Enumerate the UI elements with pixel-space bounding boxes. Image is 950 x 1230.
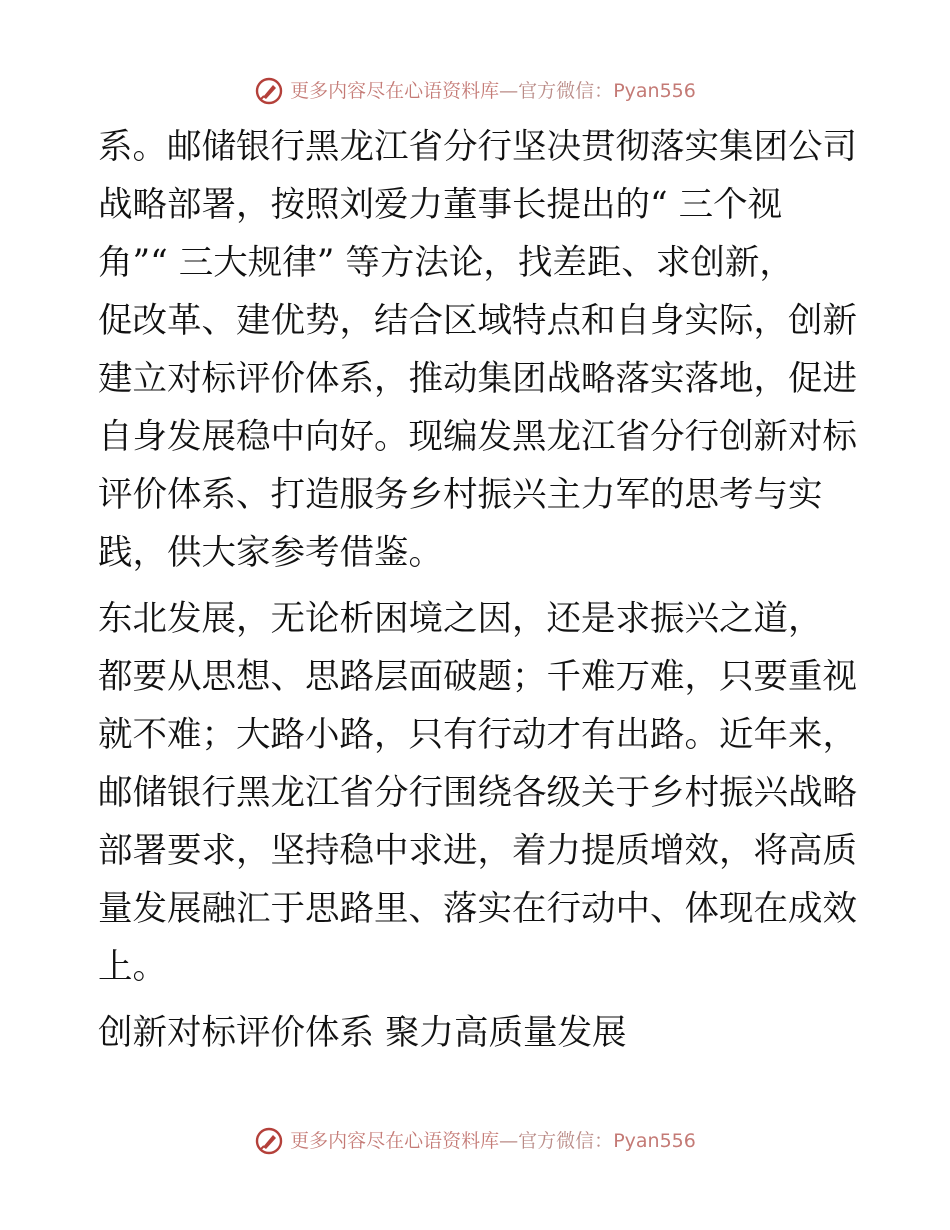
watermark-separator: —官方微信： bbox=[499, 1130, 614, 1152]
text-line: 邮储银行黑龙江省分行围绕各级关于乡村振兴战略 bbox=[98, 773, 857, 813]
text-line: 就不难；大路小路，只有行动才有出路。近年来， bbox=[98, 715, 857, 755]
pen-nib-seal-icon bbox=[254, 76, 284, 106]
paragraph-gap bbox=[98, 996, 858, 1004]
text-line: 上。 bbox=[98, 947, 167, 987]
watermark-wechat-id: Pyan556 bbox=[613, 80, 696, 102]
text-line: 评价体系、打造服务乡村振兴主力军的思考与实 bbox=[98, 475, 823, 515]
text-line: 部署要求，坚持稳中求进，着力提质增效，将高质 bbox=[98, 831, 857, 871]
text-line: 自身发展稳中向好。现编发黑龙江省分行创新对标 bbox=[98, 417, 857, 457]
text-line: 战略部署，按照刘爱力董事长提出的“ 三个视 bbox=[98, 185, 783, 225]
text-line: 建立对标评价体系，推动集团战略落实落地，促进 bbox=[98, 359, 857, 399]
paragraph-gap bbox=[98, 582, 858, 590]
watermark-text: 更多内容尽在心语资料库 bbox=[290, 80, 500, 102]
watermark-text: 更多内容尽在心语资料库 bbox=[290, 1130, 500, 1152]
paragraph-2 bbox=[98, 590, 858, 996]
text-line: 促改革、建优势，结合区域特点和自身实际，创新 bbox=[98, 301, 857, 341]
section-heading bbox=[98, 1004, 858, 1062]
text-line: 东北发展，无论析困境之因，还是求振兴之道， bbox=[98, 599, 823, 639]
text-line: 都要从思想、思路层面破题；千难万难，只要重视 bbox=[98, 657, 857, 697]
heading-text: 创新对标评价体系 聚力高质量发展 bbox=[98, 1013, 627, 1053]
text-line: 践，供大家参考借鉴。 bbox=[98, 533, 443, 573]
header-watermark bbox=[0, 76, 950, 106]
paragraph-1 bbox=[98, 118, 858, 582]
pen-nib-seal-icon bbox=[254, 1126, 284, 1156]
text-line: 系。邮储银行黑龙江省分行坚决贯彻落实集团公司 bbox=[98, 127, 857, 167]
text-line: 角”“ 三大规律” 等方法论，找差距、求创新， bbox=[98, 243, 794, 283]
footer-watermark bbox=[0, 1126, 950, 1156]
document-body bbox=[98, 118, 858, 1062]
watermark-separator: —官方微信： bbox=[499, 80, 614, 102]
text-line: 量发展融汇于思路里、落实在行动中、体现在成效 bbox=[98, 889, 857, 929]
watermark-wechat-id: Pyan556 bbox=[613, 1130, 696, 1152]
